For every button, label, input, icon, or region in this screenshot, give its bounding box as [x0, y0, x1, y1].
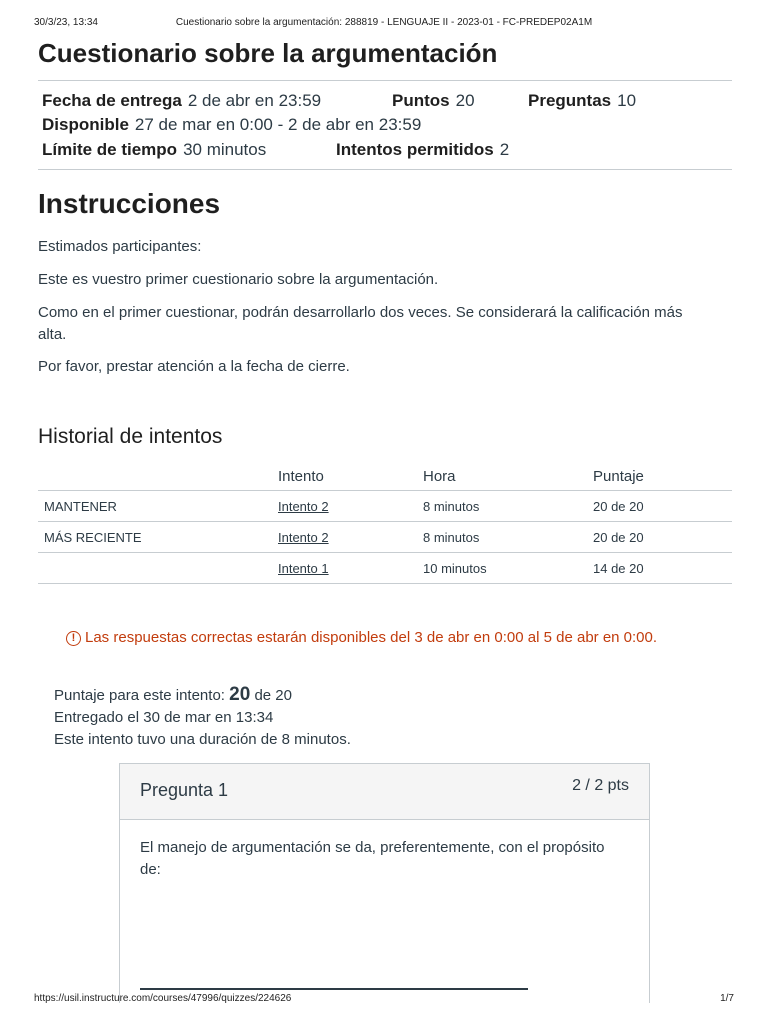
divider [38, 80, 732, 81]
time-limit [42, 140, 266, 160]
due-date [42, 91, 321, 111]
availability-label: Disponible [42, 115, 129, 134]
submitted-at: Entregado el 30 de mar en 13:34 [54, 709, 274, 726]
page-number: 1/7 [720, 993, 734, 1004]
instructions-paragraph: Por favor, prestar atención a la fecha de cierre. [38, 358, 350, 375]
attempt-link[interactable]: Intento 2 [278, 530, 329, 545]
history-table-header [38, 460, 732, 491]
print-footer [34, 993, 734, 1007]
questions-value: 10 [617, 91, 637, 110]
column-header-time: Hora [423, 468, 456, 485]
attempt-duration: Este intento tuvo una duración de 8 minutos. [54, 731, 351, 748]
print-url: https://usil.instructure.com/courses/47996/quizzes/224626 [34, 993, 292, 1004]
availability [42, 115, 421, 135]
warning-icon: ! [66, 631, 81, 646]
score-suffix: de 20 [254, 687, 292, 704]
due-date-label: Fecha de entrega [42, 91, 182, 110]
question-header [120, 764, 649, 820]
table-row [38, 553, 732, 584]
history-heading: Historial de intentos [38, 425, 223, 448]
points [392, 91, 475, 111]
history-table [38, 460, 732, 584]
question-card [119, 763, 650, 1003]
attempt-link[interactable]: Intento 2 [278, 499, 329, 514]
attempt-link[interactable]: Intento 1 [278, 561, 329, 576]
row-time: 8 minutos [423, 530, 480, 545]
row-score: 20 de 20 [593, 530, 644, 545]
instructions-paragraph: Este es vuestro primer cuestionario sobre la argumentación. [38, 271, 439, 288]
instructions-paragraph: Como en el primer cuestionar, podrán desarrollarlo dos veces. Se considerará la calificación más alta. [38, 304, 683, 343]
row-score: 20 de 20 [593, 499, 644, 514]
questions-count [528, 91, 636, 111]
allowed-attempts-value: 2 [499, 140, 510, 159]
table-row [38, 491, 732, 522]
instructions-heading: Instrucciones [38, 188, 221, 219]
column-header-attempt: Intento [278, 468, 324, 485]
attempt-score [54, 684, 292, 706]
question-title: Pregunta 1 [140, 780, 229, 800]
row-tag: MÁS RECIENTE [44, 530, 142, 545]
table-row [38, 522, 732, 553]
column-header-score: Puntaje [593, 468, 644, 485]
allowed-attempts-label: Intentos permitidos [336, 140, 494, 159]
question-text: El manejo de argumentación se da, preferentemente, con el propósito de: [140, 839, 605, 878]
divider [38, 169, 732, 170]
question-points: 2 / 2 pts [572, 777, 629, 794]
availability-value: 27 de mar en 0:00 - 2 de abr en 23:59 [134, 115, 422, 134]
answers-availability-notice [66, 627, 716, 649]
print-datetime: 30/3/23, 13:34 [34, 17, 98, 28]
score-value: 20 [229, 684, 251, 705]
row-time: 8 minutos [423, 499, 480, 514]
page-title: Cuestionario sobre la argumentación [38, 38, 498, 68]
allowed-attempts [336, 140, 509, 160]
time-limit-label: Límite de tiempo [42, 140, 178, 159]
points-value: 20 [455, 91, 475, 110]
points-label: Puntos [392, 91, 450, 110]
print-header [34, 17, 734, 31]
questions-label: Preguntas [528, 91, 612, 110]
row-score: 14 de 20 [593, 561, 644, 576]
row-tag: MANTENER [44, 499, 117, 514]
notice-text: Las respuestas correctas estarán disponibles del 3 de abr en 0:00 al 5 de abr en 0:00. [85, 629, 658, 646]
due-date-value: 2 de abr en 23:59 [187, 91, 322, 110]
row-time: 10 minutos [423, 561, 487, 576]
time-limit-value: 30 minutos [183, 140, 267, 159]
instructions-paragraph: Estimados participantes: [38, 238, 202, 255]
print-doc-title: Cuestionario sobre la argumentación: 288819 - LENGUAJE II - 2023-01 - FC-PREDEP02A1M [175, 17, 593, 28]
divider [140, 988, 528, 990]
score-prefix: Puntaje para este intento: [54, 687, 225, 704]
